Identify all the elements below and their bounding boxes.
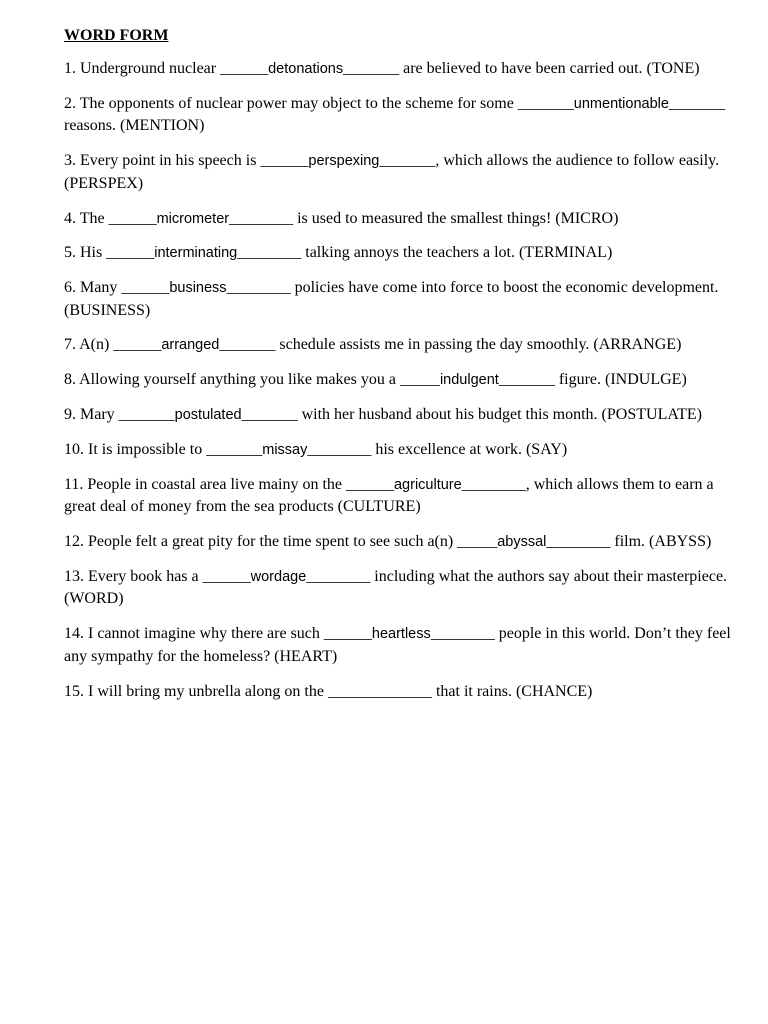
- question-text-before: 3. Every point in his speech is ______: [64, 152, 309, 170]
- question-text-after: _______, which allows the audience to follow easily. (PERSPEX): [64, 152, 720, 192]
- question-item: [64, 404, 744, 427]
- question-answer: missay: [262, 441, 308, 458]
- question-text-before: 14. I cannot imagine why there are such ______: [64, 625, 372, 643]
- question-text-before: 2. The opponents of nuclear power may object to the scheme for some _______: [64, 94, 574, 112]
- question-answer: arranged: [161, 337, 220, 354]
- question-text-before: 7. A(n) ______: [64, 336, 162, 354]
- question-text-after: ________ his excellence at work. (SAY): [307, 440, 568, 458]
- question-text-before: 9. Mary _______: [64, 406, 175, 424]
- question-text-before: 13. Every book has a ______: [64, 567, 251, 585]
- worksheet-title: WORD FORM: [64, 27, 169, 44]
- question-text-before: 1. Underground nuclear ______: [64, 60, 269, 77]
- question-text-before: 15. I will bring my unbrella along on the _____________ that it rains. (CHANCE): [64, 682, 593, 700]
- question-item: [64, 334, 744, 357]
- question-item: [64, 93, 744, 138]
- question-text-after: _______ reasons. (MENTION): [64, 94, 725, 135]
- question-text-after: ________ talking annoys the teachers a lot. (TERMINAL): [237, 244, 613, 262]
- question-answer: wordage: [250, 568, 307, 585]
- question-item: [64, 242, 744, 265]
- question-answer: business: [169, 280, 227, 297]
- question-answer: agriculture: [393, 476, 462, 493]
- question-answer: detonations: [268, 61, 344, 77]
- question-text-before: 5. His ______: [64, 244, 155, 262]
- question-text-before: 12. People felt a great pity for the time spent to see such a(n) _____: [64, 532, 498, 550]
- question-answer: unmentionable: [573, 95, 669, 112]
- question-item: [64, 623, 744, 668]
- question-text-before: 4. The ______: [64, 209, 157, 227]
- question-item: [64, 150, 744, 195]
- question-answer: heartless: [371, 626, 431, 643]
- question-answer: postulated: [174, 407, 242, 424]
- question-text-after: _______ schedule assists me in passing the day smoothly. (ARRANGE): [219, 336, 682, 354]
- question-answer: perspexing: [308, 153, 380, 170]
- question-item: [64, 566, 744, 611]
- question-text-before: 6. Many ______: [64, 279, 170, 297]
- question-text-before: 8. Allowing yourself anything you like makes you a _____: [64, 371, 440, 389]
- question-text-after: _______ with her husband about his budget this month. (POSTULATE): [241, 406, 702, 424]
- worksheet-page: [64, 25, 744, 715]
- question-text-after: ________, which allows them to earn a great deal of money from the sea products (CULTURE): [64, 475, 714, 516]
- question-item: [64, 531, 744, 554]
- question-item: [64, 277, 744, 322]
- question-answer: abyssal: [497, 533, 547, 550]
- question-text-after: ________ including what the authors say about their masterpiece. (WORD): [64, 567, 728, 608]
- question-item: [64, 439, 744, 462]
- question-text-after: ________ people in this world. Don’t they feel any sympathy for the homeless? (HEART): [64, 625, 731, 665]
- question-item: [64, 58, 744, 81]
- question-answer: micrometer: [156, 210, 230, 227]
- question-text-before: 11. People in coastal area live mainy on the ______: [64, 475, 394, 493]
- question-item: [64, 474, 744, 519]
- question-item: [64, 681, 744, 704]
- question-item: [64, 208, 744, 231]
- question-text-after: _______ are believed to have been carried out. (TONE): [343, 60, 700, 77]
- question-text-after: ________ policies have come into force to boost the economic development. (BUSINESS): [64, 279, 719, 319]
- question-text-after: ________ is used to measured the smallest things! (MICRO): [229, 209, 619, 227]
- question-text-after: ________ film. (ABYSS): [546, 532, 712, 550]
- question-answer: interminating: [154, 245, 238, 262]
- question-text-after: _______ figure. (INDULGE): [498, 371, 687, 389]
- question-item: [64, 369, 744, 392]
- question-text-before: 10. It is impossible to _______: [64, 440, 263, 458]
- question-answer: indulgent: [439, 372, 499, 389]
